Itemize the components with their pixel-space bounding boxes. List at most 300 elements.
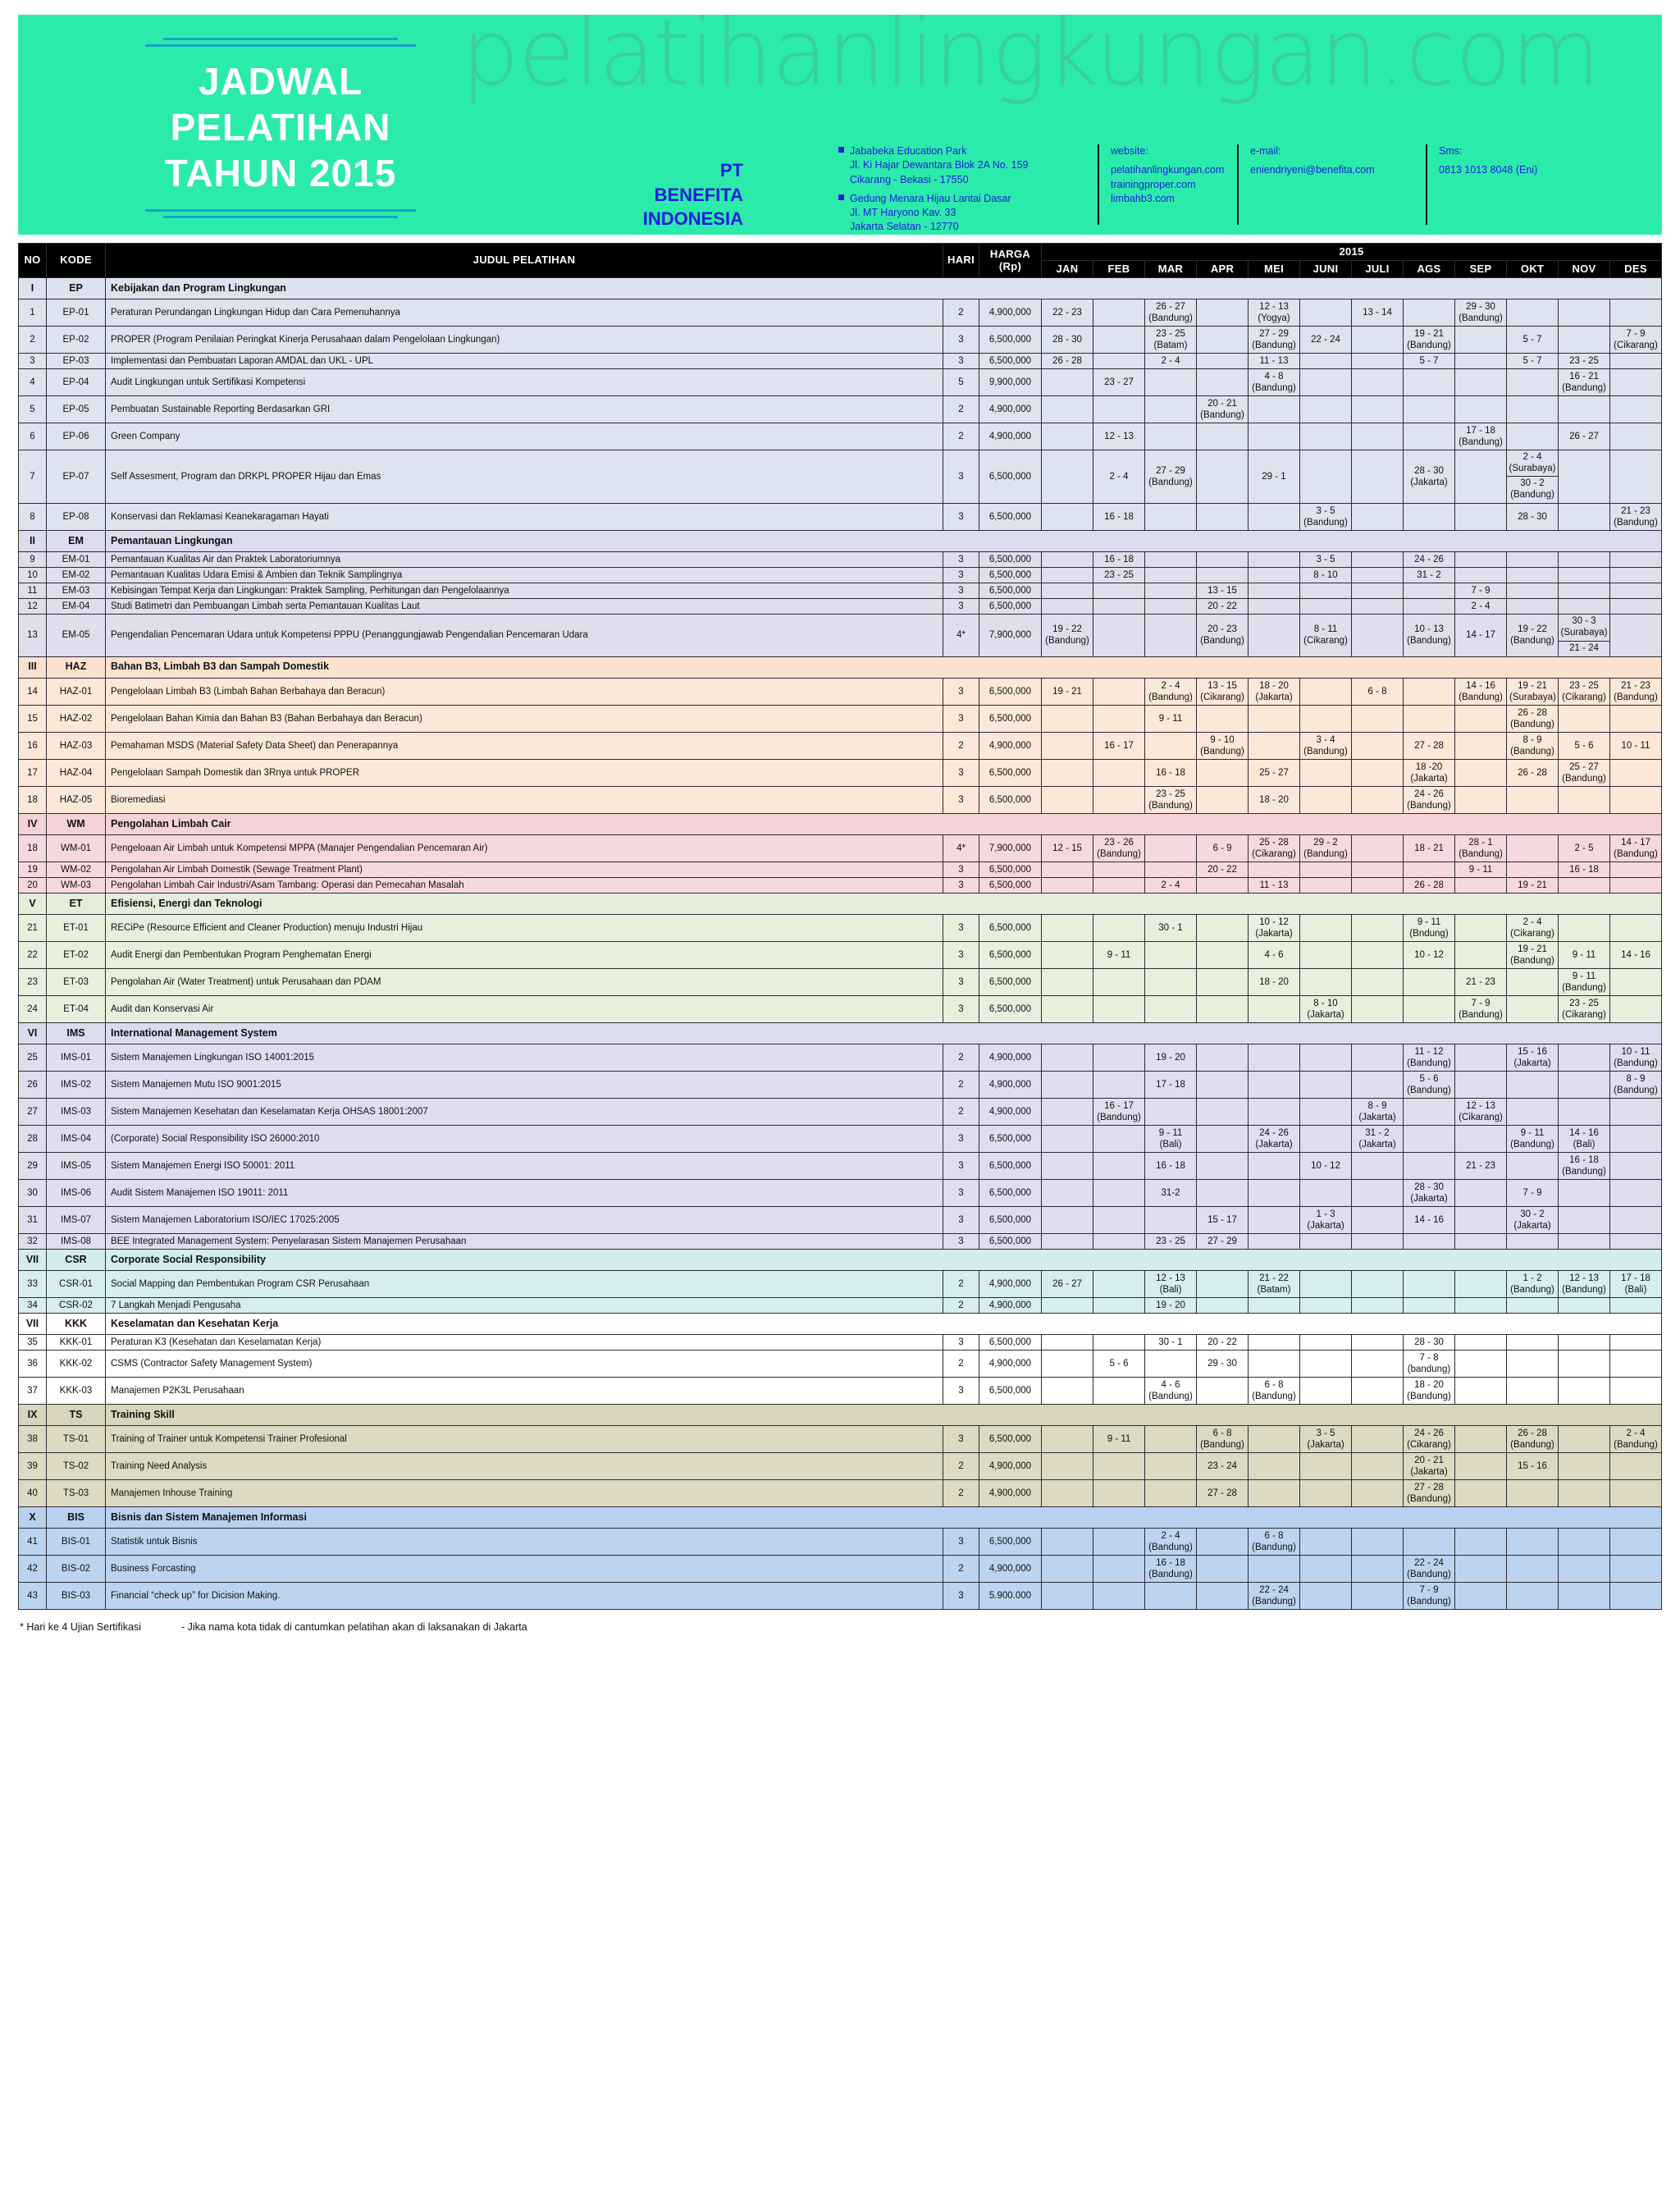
cell-month — [1352, 504, 1404, 531]
cell-month: 19 - 21 (Bandung) — [1404, 326, 1455, 353]
cell-month — [1610, 759, 1662, 786]
col-header-month-juli: JULI — [1352, 260, 1404, 277]
cell-month: 22 - 24 — [1300, 326, 1352, 353]
cell-kode: KKK-01 — [47, 1335, 106, 1351]
section-header-row — [19, 656, 1662, 678]
cell-month — [1093, 995, 1145, 1022]
cell-month — [1455, 395, 1507, 423]
cell-kode: EM-01 — [47, 552, 106, 568]
cell-month: 12 - 13 (Bali) — [1145, 1271, 1197, 1298]
cell-month — [1093, 1234, 1145, 1250]
cell-month — [1300, 1480, 1352, 1507]
table-row[interactable] — [19, 423, 1662, 450]
cell-no: 16 — [19, 732, 47, 759]
cell-kode: EP-08 — [47, 504, 106, 531]
cell-no: 1 — [19, 299, 47, 326]
cell-month — [1610, 1453, 1662, 1480]
table-row[interactable] — [19, 1180, 1662, 1207]
cell-month — [1249, 1098, 1300, 1125]
cell-month — [1610, 568, 1662, 583]
cell-no: 5 — [19, 395, 47, 423]
table-row[interactable] — [19, 1271, 1662, 1298]
cell-month: 11 - 12 (Bandung) — [1404, 1044, 1455, 1071]
cell-harga: 6,500,000 — [979, 599, 1042, 615]
table-row[interactable] — [19, 705, 1662, 732]
table-row[interactable] — [19, 395, 1662, 423]
cell-month — [1093, 968, 1145, 995]
cell-harga: 7,900,000 — [979, 615, 1042, 656]
cell-judul: (Corporate) Social Responsibility ISO 26000:2010 — [106, 1126, 943, 1153]
header-banner — [18, 15, 1662, 235]
cell-month — [1300, 1583, 1352, 1610]
table-row[interactable] — [19, 1556, 1662, 1583]
cell-month — [1197, 1378, 1249, 1405]
cell-month — [1404, 583, 1455, 599]
cell-month — [1610, 1126, 1662, 1153]
cell-month: 19 - 22 (Bandung) — [1507, 615, 1559, 656]
cell-month: 23 - 25 (Cikarang) — [1559, 995, 1610, 1022]
cell-month — [1093, 599, 1145, 615]
table-row[interactable] — [19, 1298, 1662, 1314]
cell-judul: Sistem Manajemen Lingkungan ISO 14001:2015 — [106, 1044, 943, 1071]
table-row[interactable] — [19, 615, 1662, 656]
cell-month — [1300, 1044, 1352, 1071]
cell-month — [1559, 1556, 1610, 1583]
cell-month — [1197, 552, 1249, 568]
table-row[interactable] — [19, 368, 1662, 395]
table-row[interactable] — [19, 568, 1662, 583]
cell-judul: Pengendalian Pencemaran Udara untuk Kompetensi PPPU (Penanggungjawab Pengendalian Pencemaran Udara — [106, 615, 943, 656]
cell-month — [1197, 1180, 1249, 1207]
cell-month: 23 - 26 (Bandung) — [1093, 834, 1145, 862]
cell-no: 27 — [19, 1098, 47, 1125]
cell-month: 19 - 21 — [1507, 877, 1559, 893]
cell-harga: 6,500,000 — [979, 941, 1042, 968]
cell-month — [1455, 504, 1507, 531]
cell-month — [1300, 1453, 1352, 1480]
table-row[interactable] — [19, 995, 1662, 1022]
cell-month — [1042, 1378, 1093, 1405]
title-rule-top-1 — [163, 38, 398, 40]
cell-month: 3 - 5 (Jakarta) — [1300, 1426, 1352, 1453]
cell-month — [1559, 504, 1610, 531]
cell-month — [1300, 599, 1352, 615]
table-row[interactable] — [19, 326, 1662, 353]
table-row[interactable] — [19, 1426, 1662, 1453]
cell-month — [1352, 1453, 1404, 1480]
cell-month: 23 - 25 — [1145, 1234, 1197, 1250]
cell-harga: 6,500,000 — [979, 1126, 1042, 1153]
cell-month — [1352, 968, 1404, 995]
cell-month: 14 - 16 (Bandung) — [1455, 678, 1507, 705]
cell-hari: 3 — [943, 941, 979, 968]
cell-month — [1455, 353, 1507, 368]
cell-month — [1145, 583, 1197, 599]
cell-month: 26 - 28 (Bandung) — [1507, 1426, 1559, 1453]
company-name-line-2: BENEFITA — [654, 184, 743, 205]
table-row[interactable] — [19, 1071, 1662, 1098]
table-row[interactable] — [19, 834, 1662, 862]
cell-month — [1300, 1071, 1352, 1098]
cell-month — [1352, 941, 1404, 968]
cell-month — [1300, 678, 1352, 705]
cell-month: 28 - 30 — [1404, 1335, 1455, 1351]
cell-month — [1300, 395, 1352, 423]
address-1-line-1: Jababeka Education Park — [850, 145, 967, 157]
cell-month — [1507, 583, 1559, 599]
cell-hari: 3 — [943, 786, 979, 813]
cell-kode: EM-04 — [47, 599, 106, 615]
cell-harga: 9,900,000 — [979, 368, 1042, 395]
cell-month — [1042, 968, 1093, 995]
cell-month: 23 - 25 — [1559, 353, 1610, 368]
cell-month — [1042, 1234, 1093, 1250]
col-header-month-des: DES — [1610, 260, 1662, 277]
table-row[interactable] — [19, 877, 1662, 893]
cell-judul: Sistem Manajemen Energi ISO 50001: 2011 — [106, 1153, 943, 1180]
cell-harga: 6,500,000 — [979, 705, 1042, 732]
cell-kode: TS-03 — [47, 1480, 106, 1507]
cell-month — [1352, 1071, 1404, 1098]
cell-month — [1197, 941, 1249, 968]
cell-month — [1145, 1480, 1197, 1507]
cell-month — [1352, 1180, 1404, 1207]
cell-month — [1300, 1098, 1352, 1125]
cell-month — [1610, 599, 1662, 615]
cell-month: 13 - 15 (Cikarang) — [1197, 678, 1249, 705]
cell-month — [1093, 395, 1145, 423]
title-rule-bottom-1 — [145, 209, 416, 212]
address-column — [827, 144, 1098, 233]
section-title: Training Skill — [106, 1405, 1662, 1426]
table-row[interactable] — [19, 1583, 1662, 1610]
website-link-1[interactable]: pelatihanlingkungan.com — [1111, 164, 1225, 176]
schedule-sheet — [18, 243, 1662, 1610]
cell-month — [1249, 1351, 1300, 1378]
cell-month: 2 - 4 — [1145, 877, 1197, 893]
cell-hari: 2 — [943, 395, 979, 423]
cell-month — [1042, 1044, 1093, 1071]
table-row[interactable] — [19, 552, 1662, 568]
cell-month: 20 - 22 — [1197, 1335, 1249, 1351]
cell-month: 26 - 28 (Bandung) — [1507, 705, 1559, 732]
col-header-month-mei: MEI — [1249, 260, 1300, 277]
cell-hari: 3 — [943, 552, 979, 568]
cell-hari: 3 — [943, 1126, 979, 1153]
cell-no: 31 — [19, 1207, 47, 1234]
cell-no: 41 — [19, 1529, 47, 1556]
cell-month: 24 - 26 (Jakarta) — [1249, 1126, 1300, 1153]
cell-kode: TS-01 — [47, 1426, 106, 1453]
cell-judul: Pengelolaan Limbah B3 (Limbah Bahan Berbahaya dan Beracun) — [106, 678, 943, 705]
cell-kode: KKK-02 — [47, 1351, 106, 1378]
cell-month: 18 -20 (Jakarta) — [1404, 759, 1455, 786]
section-header-row — [19, 277, 1662, 299]
cell-month — [1455, 1271, 1507, 1298]
cell-month — [1352, 368, 1404, 395]
cell-month — [1507, 834, 1559, 862]
cell-month — [1610, 368, 1662, 395]
cell-no: 2 — [19, 326, 47, 353]
section-roman: VI — [19, 1022, 47, 1044]
cell-month: 14 - 16 — [1610, 941, 1662, 968]
cell-month: 7 - 8 (bandung) — [1404, 1351, 1455, 1378]
cell-hari: 2 — [943, 1071, 979, 1098]
cell-month: 31 - 2 (Jakarta) — [1352, 1126, 1404, 1153]
table-row[interactable] — [19, 599, 1662, 615]
cell-month — [1145, 615, 1197, 656]
cell-month — [1455, 1298, 1507, 1314]
cell-month — [1249, 615, 1300, 656]
cell-judul: Bioremediasi — [106, 786, 943, 813]
cell-no: 8 — [19, 504, 47, 531]
cell-harga: 6,500,000 — [979, 568, 1042, 583]
cell-month — [1042, 368, 1093, 395]
cell-month — [1610, 423, 1662, 450]
cell-month — [1249, 995, 1300, 1022]
cell-month — [1559, 1298, 1610, 1314]
cell-hari: 2 — [943, 1098, 979, 1125]
cell-month — [1093, 326, 1145, 353]
cell-month — [1352, 450, 1404, 503]
cell-kode: CSR-02 — [47, 1298, 106, 1314]
cell-month — [1145, 423, 1197, 450]
cell-month: 27 - 28 — [1197, 1480, 1249, 1507]
cell-month — [1093, 1556, 1145, 1583]
section-code: IMS — [47, 1022, 106, 1044]
cell-month: 19 - 22 (Bandung) — [1042, 615, 1093, 656]
cell-month: 10 - 11 (Bandung) — [1610, 1044, 1662, 1071]
cell-harga: 6,500,000 — [979, 552, 1042, 568]
cell-month — [1610, 615, 1662, 656]
cell-month — [1559, 450, 1610, 503]
cell-month: 21 - 23 (Bandung) — [1610, 678, 1662, 705]
cell-month — [1300, 353, 1352, 368]
cell-month: 15 - 16 — [1507, 1453, 1559, 1480]
cell-judul: Pengolahan Air (Water Treatment) untuk Perusahaan dan PDAM — [106, 968, 943, 995]
table-row[interactable] — [19, 1378, 1662, 1405]
cell-month: 23 - 24 — [1197, 1453, 1249, 1480]
cell-month: 31-2 — [1145, 1180, 1197, 1207]
cell-judul: Green Company — [106, 423, 943, 450]
cell-month — [1145, 862, 1197, 877]
cell-month — [1507, 395, 1559, 423]
cell-month — [1610, 353, 1662, 368]
table-row[interactable] — [19, 1351, 1662, 1378]
cell-month — [1352, 1271, 1404, 1298]
table-row[interactable] — [19, 941, 1662, 968]
table-row[interactable] — [19, 1453, 1662, 1480]
cell-month — [1404, 678, 1455, 705]
email-address[interactable]: eniendriyeni@benefita.com — [1250, 164, 1375, 176]
cell-judul: Statistik untuk Bisnis — [106, 1529, 943, 1556]
cell-month — [1610, 1234, 1662, 1250]
table-row[interactable] — [19, 583, 1662, 599]
cell-kode: ET-03 — [47, 968, 106, 995]
cell-month — [1559, 1071, 1610, 1098]
cell-month — [1455, 1378, 1507, 1405]
table-row[interactable] — [19, 678, 1662, 705]
cell-month — [1093, 299, 1145, 326]
table-row[interactable] — [19, 968, 1662, 995]
cell-month — [1093, 1153, 1145, 1180]
cell-month: 26 - 27 — [1042, 1271, 1093, 1298]
cell-month — [1042, 599, 1093, 615]
table-row[interactable] — [19, 914, 1662, 941]
cell-month: 21 - 23 — [1455, 1153, 1507, 1180]
table-body — [19, 277, 1662, 1610]
section-roman: IV — [19, 813, 47, 834]
cell-month: 12 - 13 (Bandung) — [1559, 1271, 1610, 1298]
table-row[interactable] — [19, 299, 1662, 326]
website-link-2[interactable]: trainingproper.com — [1111, 178, 1196, 190]
cell-judul: Pengeloaan Air Limbah untuk Kompetensi MPPA (Manajer Pengendalian Pencemaran Air) — [106, 834, 943, 862]
cell-month — [1404, 995, 1455, 1022]
cell-month — [1197, 299, 1249, 326]
cell-month — [1197, 1556, 1249, 1583]
table-row[interactable] — [19, 504, 1662, 531]
table-row[interactable] — [19, 1529, 1662, 1556]
cell-month: 6 - 8 (Bandung) — [1197, 1426, 1249, 1453]
cell-month — [1352, 1556, 1404, 1583]
cell-month: 12 - 13 (Yogya) — [1249, 299, 1300, 326]
cell-month — [1352, 1153, 1404, 1180]
cell-judul: Pembuatan Sustainable Reporting Berdasarkan GRI — [106, 395, 943, 423]
cell-no: 22 — [19, 941, 47, 968]
cell-harga: 6,500,000 — [979, 1207, 1042, 1234]
table-row[interactable] — [19, 1234, 1662, 1250]
cell-month — [1197, 786, 1249, 813]
section-title: Bahan B3, Limbah B3 dan Sampah Domestik — [106, 656, 1662, 678]
table-row[interactable] — [19, 759, 1662, 786]
cell-month — [1042, 1556, 1093, 1583]
cell-month — [1300, 368, 1352, 395]
square-bullet-icon — [838, 194, 844, 200]
cell-month — [1042, 1335, 1093, 1351]
cell-month: 26 - 28 — [1507, 759, 1559, 786]
cell-hari: 2 — [943, 1298, 979, 1314]
cell-month: 13 - 15 — [1197, 583, 1249, 599]
cell-month — [1352, 326, 1404, 353]
cell-month — [1300, 423, 1352, 450]
contact-bar — [827, 144, 1650, 233]
section-header-row — [19, 1314, 1662, 1335]
cell-month: 9 - 11 — [1093, 941, 1145, 968]
cell-month: 2 - 4 — [1093, 450, 1145, 503]
section-header-row — [19, 531, 1662, 552]
cell-month — [1197, 1098, 1249, 1125]
cell-month — [1042, 1583, 1093, 1610]
table-row[interactable] — [19, 1098, 1662, 1125]
table-row[interactable] — [19, 862, 1662, 877]
cell-month — [1145, 1426, 1197, 1453]
table-row[interactable] — [19, 1335, 1662, 1351]
cell-no: 25 — [19, 1044, 47, 1071]
cell-month — [1093, 1071, 1145, 1098]
address-2-line-1: Gedung Menara Hijau Lantai Dasar — [850, 192, 1011, 204]
cell-month — [1249, 583, 1300, 599]
cell-month — [1610, 552, 1662, 568]
table-row[interactable] — [19, 786, 1662, 813]
cell-month — [1093, 786, 1145, 813]
cell-month — [1145, 1583, 1197, 1610]
cell-kode: HAZ-03 — [47, 732, 106, 759]
cell-month — [1042, 732, 1093, 759]
cell-month — [1042, 877, 1093, 893]
section-code: ET — [47, 893, 106, 914]
cell-month: 18 - 20 — [1249, 968, 1300, 995]
cell-no: 13 — [19, 615, 47, 656]
cell-month — [1042, 1298, 1093, 1314]
cell-month — [1455, 732, 1507, 759]
website-link-3[interactable]: limbahb3.com — [1111, 192, 1175, 204]
cell-month — [1404, 1298, 1455, 1314]
cell-month — [1197, 368, 1249, 395]
table-row[interactable] — [19, 732, 1662, 759]
cell-month — [1042, 568, 1093, 583]
cell-month — [1197, 450, 1249, 503]
cell-harga: 6,500,000 — [979, 326, 1042, 353]
col-header-month-apr: APR — [1197, 260, 1249, 277]
table-row[interactable] — [19, 1126, 1662, 1153]
cell-month — [1352, 568, 1404, 583]
footnote-right: - Jika nama kota tidak di cantumkan pelatihan akan di laksanakan di Jakarta — [180, 1621, 527, 1634]
cell-judul: Audit Sistem Manajemen ISO 19011: 2011 — [106, 1180, 943, 1207]
cell-kode: IMS-08 — [47, 1234, 106, 1250]
cell-month — [1352, 786, 1404, 813]
table-row[interactable] — [19, 1044, 1662, 1071]
cell-judul: Pengolahan Air Limbah Domestik (Sewage Treatment Plant) — [106, 862, 943, 877]
cell-month — [1507, 1335, 1559, 1351]
cell-no: 3 — [19, 353, 47, 368]
cell-month — [1145, 552, 1197, 568]
cell-month: 4 - 6 (Bandung) — [1145, 1378, 1197, 1405]
cell-month — [1559, 552, 1610, 568]
cell-month — [1093, 1583, 1145, 1610]
cell-no: 30 — [19, 1180, 47, 1207]
cell-month — [1145, 1453, 1197, 1480]
cell-month: 21 - 23 (Bandung) — [1610, 504, 1662, 531]
cell-kode: ET-04 — [47, 995, 106, 1022]
cell-no: 21 — [19, 914, 47, 941]
table-row[interactable] — [19, 1153, 1662, 1180]
col-header-month-okt: OKT — [1507, 260, 1559, 277]
cell-month — [1610, 299, 1662, 326]
cell-month: 11 - 13 — [1249, 353, 1300, 368]
cell-month — [1559, 1426, 1610, 1453]
watermark-text: pelatihanlingkungan.com — [461, 15, 1600, 107]
cell-hari: 3 — [943, 1426, 979, 1453]
cell-month: 27 - 29 (Bandung) — [1249, 326, 1300, 353]
col-header-month-juni: JUNI — [1300, 260, 1352, 277]
col-header-month-jan: JAN — [1042, 260, 1093, 277]
table-row[interactable] — [19, 1207, 1662, 1234]
cell-harga: 6,500,000 — [979, 1378, 1042, 1405]
cell-month — [1404, 1126, 1455, 1153]
cell-harga: 4,900,000 — [979, 1351, 1042, 1378]
cell-month — [1404, 1098, 1455, 1125]
table-row[interactable] — [19, 450, 1662, 503]
table-row[interactable] — [19, 1480, 1662, 1507]
table-row[interactable] — [19, 353, 1662, 368]
cell-month: 16 - 18 (Bandung) — [1559, 1153, 1610, 1180]
cell-month — [1455, 941, 1507, 968]
cell-month — [1507, 995, 1559, 1022]
cell-month: 17 - 18 (Bandung) — [1455, 423, 1507, 450]
section-roman: X — [19, 1507, 47, 1529]
cell-month — [1404, 862, 1455, 877]
cell-hari: 2 — [943, 1351, 979, 1378]
